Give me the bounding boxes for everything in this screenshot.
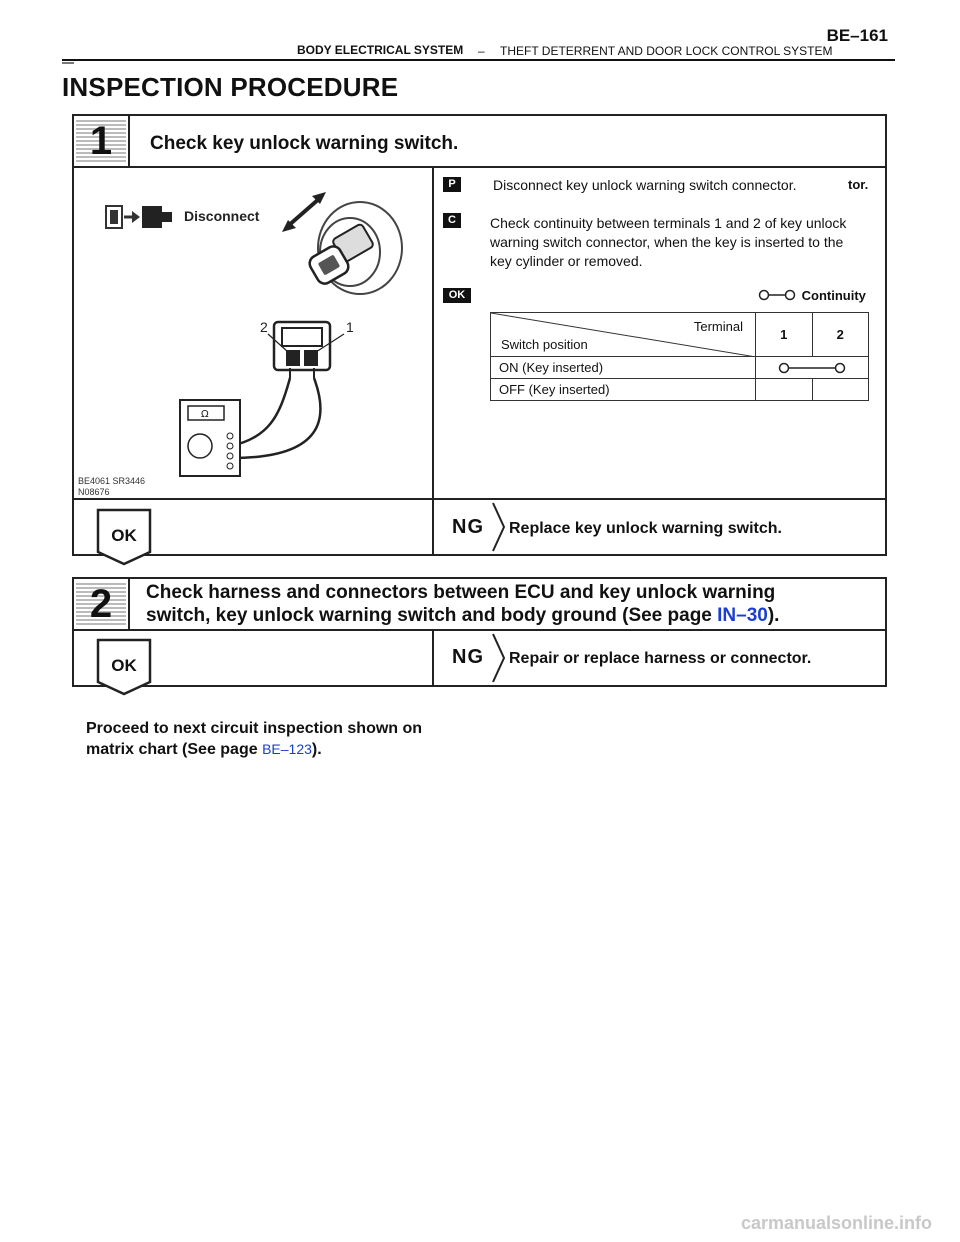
proceed-line2-suffix: ). xyxy=(311,741,322,758)
switch-position-header: Switch position xyxy=(501,337,588,352)
figure-code-2: N08676 xyxy=(78,487,110,497)
step2-number-divider xyxy=(128,577,130,631)
row-on-continuity xyxy=(756,357,869,379)
step1-result-rule xyxy=(72,498,887,500)
row-position-on: ON (Key inserted) xyxy=(491,357,756,379)
disconnect-label: Disconnect xyxy=(184,208,260,224)
continuity-table xyxy=(490,312,869,401)
step1-figure-divider xyxy=(432,166,434,554)
pin-2-label: 2 xyxy=(260,319,268,335)
step2-ng-tag: NG xyxy=(452,646,484,668)
header-separator: – xyxy=(478,44,485,58)
wiring-diagram xyxy=(74,168,430,498)
step1-number-divider xyxy=(128,114,130,168)
section-title: BODY ELECTRICAL SYSTEM xyxy=(297,43,464,57)
proceed-line1: Proceed to next circuit inspection shown on xyxy=(86,720,423,737)
prepare-tail: tor. xyxy=(848,177,869,192)
pin-1-label: 1 xyxy=(346,319,354,335)
step2-title-line1: Check harness and connectors between ECU and key unlock warning xyxy=(146,582,776,603)
header-tick xyxy=(62,62,74,64)
continuity-mark-icon xyxy=(756,358,868,378)
row-off-t1 xyxy=(756,379,813,401)
check-badge: C xyxy=(443,213,461,228)
table-header-row xyxy=(491,313,869,357)
prepare-badge: P xyxy=(443,177,461,192)
step1-number: 1 xyxy=(76,118,126,164)
continuity-legend xyxy=(758,288,866,303)
step2-title-suffix: ). xyxy=(767,605,780,626)
figure-code-1: BE4061 SR3446 xyxy=(78,476,146,486)
step2-page-link[interactable]: IN–30 xyxy=(717,605,768,626)
step1-ok-label: OK xyxy=(111,526,137,545)
proceed-line2-prefix: matrix chart (See page xyxy=(86,741,263,758)
subsection-title: THEFT DETERRENT AND DOOR LOCK CONTROL SYSTEM xyxy=(500,44,833,58)
switch-connector-icon xyxy=(274,322,330,378)
proceed-page-link[interactable]: BE–123 xyxy=(262,741,312,757)
page-title: INSPECTION PROCEDURE xyxy=(62,72,399,102)
step1-title: Check key unlock warning switch. xyxy=(150,133,459,154)
watermark: carmanualsonline.info xyxy=(740,1213,932,1233)
step1-ng-divider xyxy=(432,498,434,554)
ok-badge: OK xyxy=(443,288,471,303)
terminal-2-header: 2 xyxy=(812,313,869,357)
table-row xyxy=(491,379,869,401)
step2-number: 2 xyxy=(76,581,126,627)
terminal-1-header: 1 xyxy=(756,313,813,357)
step2-ok-label: OK xyxy=(111,656,137,675)
step2-title-prefix: switch, key unlock warning switch and body ground (See page xyxy=(146,605,718,626)
table-row xyxy=(491,357,869,379)
proceed-line2 xyxy=(86,739,422,760)
continuity-label: Continuity xyxy=(801,288,866,303)
row-off-t2 xyxy=(812,379,869,401)
step2-ng-chevron-icon xyxy=(492,633,506,683)
step1-ng-action: Replace key unlock warning switch. xyxy=(509,520,782,537)
page-number: BE–161 xyxy=(826,26,888,45)
row-position-off: OFF (Key inserted) xyxy=(491,379,756,401)
insert-remove-arrow-icon xyxy=(282,192,326,232)
header-rule xyxy=(62,59,895,61)
proceed-note xyxy=(86,718,422,760)
continuity-symbol-icon xyxy=(758,289,798,301)
step2-ng-action: Repair or replace harness or connector. xyxy=(509,650,812,667)
check-text: Check continuity between terminals 1 and 2 of key unlock warning switch connector, when the key is inserted to the key cylinder or removed. xyxy=(490,215,847,269)
step1-ng-tag: NG xyxy=(452,516,484,538)
step2-ok-tag xyxy=(96,638,152,696)
diagonal-header-cell xyxy=(491,313,756,357)
step1-ng-chevron-icon xyxy=(492,502,506,552)
ohm-symbol: Ω xyxy=(201,409,209,420)
terminal-header: Terminal xyxy=(693,319,743,334)
step2-title-line2 xyxy=(146,604,779,627)
key-cylinder-icon xyxy=(307,202,402,294)
step2-ng-divider xyxy=(432,629,434,685)
ohmmeter-icon xyxy=(180,400,240,476)
connector-disconnect-icon xyxy=(106,206,172,228)
prepare-text: Disconnect key unlock warning switch connector. xyxy=(493,177,797,193)
step1-ok-tag xyxy=(96,508,152,566)
step2-title-rule xyxy=(72,629,887,631)
